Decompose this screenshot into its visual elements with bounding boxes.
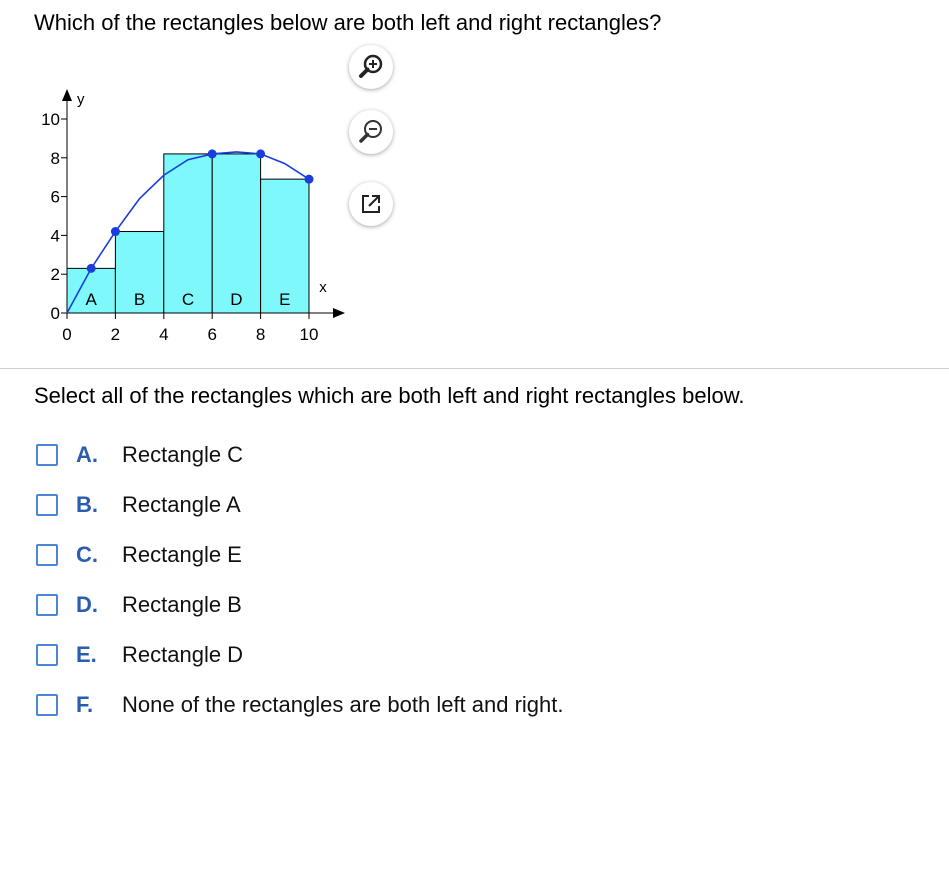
x-tick-label: 6: [207, 325, 217, 344]
checkbox[interactable]: [36, 594, 58, 616]
curve-point: [256, 149, 265, 158]
y-tick-label: 6: [50, 187, 60, 207]
zoom-out-icon: [357, 118, 385, 146]
checkbox[interactable]: [36, 644, 58, 666]
checkbox[interactable]: [36, 494, 58, 516]
option-d[interactable]: [36, 580, 564, 630]
option-text: Rectangle D: [122, 642, 244, 667]
option-text: Rectangle E: [122, 542, 242, 567]
zoom-in-icon: [357, 53, 385, 81]
popout-icon: [358, 191, 384, 217]
option-a[interactable]: [36, 430, 564, 480]
question-text: Which of the rectangles below are both left and right rectangles?: [34, 10, 662, 35]
section-divider: [0, 368, 949, 369]
curve-point: [87, 264, 96, 273]
y-tick-label: 0: [50, 304, 60, 323]
x-tick-label: 0: [62, 325, 72, 344]
zoom-in-button[interactable]: [349, 45, 393, 89]
curve-point: [208, 149, 217, 158]
y-axis-label: y: [77, 91, 85, 108]
instruction-text: Select all of the rectangles which are both left and right rectangles below.: [34, 383, 745, 408]
x-tick-label: 10: [299, 325, 319, 344]
popout-button[interactable]: [349, 182, 393, 226]
y-tick-label: 8: [50, 148, 60, 168]
rectangle-label-e: E: [279, 290, 291, 309]
y-axis-arrow: [62, 89, 72, 101]
option-text: Rectangle A: [122, 492, 241, 517]
rectangle-label-d: D: [230, 290, 243, 309]
zoom-out-button[interactable]: [349, 110, 393, 154]
rectangle-label-c: C: [181, 290, 195, 309]
answer-options: [36, 430, 564, 730]
checkbox[interactable]: [36, 694, 58, 716]
option-letter: C.: [76, 542, 98, 567]
x-axis-arrow: [333, 308, 345, 318]
x-tick-label: 8: [255, 325, 266, 344]
option-text: Rectangle C: [122, 442, 244, 467]
curve-point: [305, 175, 314, 184]
rectangle-label-b: B: [133, 290, 146, 309]
y-tick-label: 10: [41, 110, 60, 129]
option-b[interactable]: [36, 480, 564, 530]
option-f[interactable]: [36, 680, 564, 730]
checkbox[interactable]: [36, 544, 58, 566]
option-letter: D.: [76, 592, 98, 617]
option-letter: E.: [76, 642, 97, 667]
option-letter: A.: [76, 442, 98, 467]
y-tick-label: 4: [50, 226, 60, 246]
curve-point: [111, 227, 120, 236]
option-letter: F.: [76, 692, 94, 717]
option-text: Rectangle B: [122, 592, 242, 617]
x-axis-label: x: [319, 279, 327, 296]
option-letter: B.: [76, 492, 98, 517]
x-tick-label: 2: [110, 325, 121, 344]
option-e[interactable]: [36, 630, 564, 680]
option-text: None of the rectangles are both left and right.: [122, 692, 564, 717]
option-c[interactable]: [36, 530, 564, 580]
checkbox[interactable]: [36, 444, 58, 466]
y-tick-label: 2: [50, 265, 60, 285]
x-tick-label: 4: [159, 325, 169, 344]
rectangle-label-a: A: [85, 290, 97, 309]
